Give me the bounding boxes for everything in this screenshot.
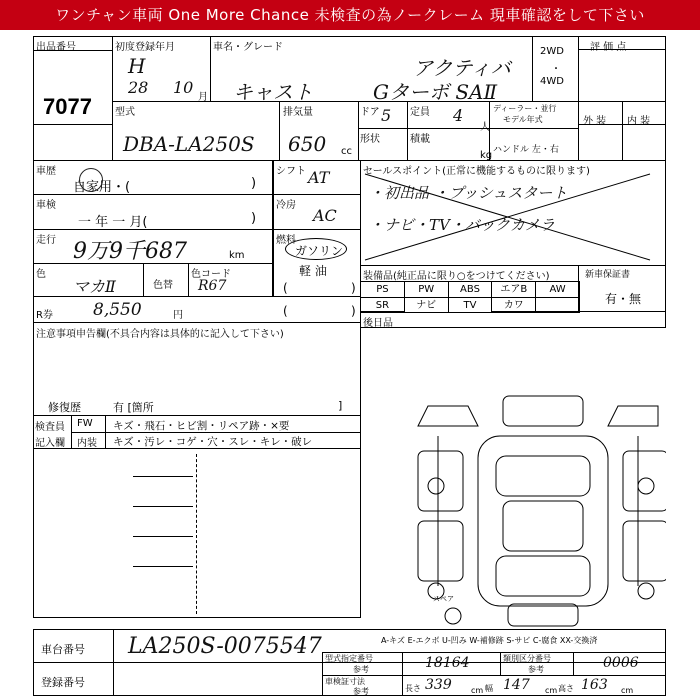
color-code: R67 [198, 278, 227, 294]
back-label: 後日品 [363, 318, 393, 329]
auction-sheet: 出品番号 7077 初度登録年月 H 28 10 月 車名・グレード アクティバ キャスト Gターボ SAⅡ 2WD ・ 4WD 評 価 点 型式 DBA-LA250S 排気量 650 cc ドア 5 定員 4 人 ディーラー・並行 モデル年式 形状 積載 kg ハンドル 左・右 外 装 内 装 車歴 自家用・( ) 車検 一 年 一 月( ) 走行 9万9千687 km 色 マカⅡ 色替 色コード R67 シフト AT 冷房 AC 燃料 ガソリン 軽 油 ( ) セールスポイント(正常に機能するものに限ります) ・初出品 ・プッシュスタート ・ナビ・TV・バックカメラ 装備品(純正品に限り○をつけてください) 新車保証書 有・無 R券 8,550 円 ( ) 注意事項申告欄(不具合内容は具体的に記入して下さい) 修復歴 有 [箇所 ] 後日品 検査員 記入欄 FW キズ・飛石・ヒビ割・リペア跡・×要 内装 キズ・汚レ・コゲ・穴・スレ・キレ・破レ スペア A-キズ E-エクボ U-凹み W-補修跡 S-サビ C-腐食 XX-交換済 車台番号 LA250S-0075547 登録番号 型式指定番号 参考 18164 類別区分番号 参考 0006 車検証寸法 参考 長さ 339 cm 幅 147 cm 高さ 163 cm PS PW ABS エアB AW SR ナビ TV カワ [33, 36, 666, 696]
length-value: 339 [425, 677, 452, 693]
equipment-item [535, 297, 580, 314]
handle-label: ハンドル 左・右 [493, 145, 559, 155]
doors-label: ドア [360, 107, 380, 118]
fuel-label: 燃料 [276, 235, 296, 246]
model: DBA-LA250S [123, 132, 255, 156]
load-label: 積載 [410, 134, 430, 145]
aircon-label: 冷房 [276, 200, 296, 211]
checker-label1: 検査員 [35, 422, 65, 433]
model-year-label: モデル年式 [503, 115, 543, 124]
model-label: 型式 [115, 107, 135, 118]
equipment-item: SR [360, 297, 405, 314]
equipment-item: ナビ [404, 297, 449, 314]
shift-value: AT [308, 168, 330, 187]
interior-label: 内 装 [627, 116, 651, 127]
shift-label: シフト [276, 166, 306, 177]
type-value: 18164 [425, 655, 470, 671]
damage-legend: A-キズ E-エクボ U-凹み W-補修跡 S-サビ C-腐食 XX-交換済 [381, 636, 598, 645]
chassis-label: 車台番号 [41, 643, 85, 656]
car-diagram [408, 376, 666, 631]
inspection-label: 車検 [36, 200, 56, 211]
reg-year: 28 [128, 78, 149, 97]
repair-value: 有 [箇所 [113, 401, 154, 414]
grade: Gターボ SAⅡ [373, 80, 498, 104]
history-label: 車歴 [36, 166, 56, 177]
reg-month: 10 [173, 78, 194, 97]
capacity: 4 [453, 106, 464, 125]
coupon-label: R券 [36, 310, 53, 321]
aircon-value: AC [313, 206, 337, 225]
doors: 5 [381, 106, 392, 125]
grade-top: アクティバ [413, 56, 511, 80]
mileage-value: 9万9千687 [73, 239, 187, 264]
equipment-item: TV [448, 297, 493, 314]
chassis-value: LA250S-0075547 [128, 634, 322, 659]
color-value: マカⅡ [73, 277, 116, 296]
displacement: 650 [288, 132, 327, 156]
inspection-value: 一 年 一 月( [78, 215, 148, 230]
equipment-item: AW [535, 281, 580, 298]
class-label: 類別区分番号 [503, 654, 551, 663]
sales-point-line1: ・初出品 ・プッシュスタート [369, 184, 568, 202]
shape-label: 形状 [360, 134, 380, 145]
capacity-label: 定員 [410, 107, 430, 118]
color-change-label: 色替 [153, 280, 173, 291]
cross-out-mark [360, 160, 666, 266]
registration-label: 登録番号 [41, 676, 85, 689]
drive-4wd: 4WD [540, 76, 564, 87]
lot-number: 7077 [43, 94, 92, 119]
color-label: 色 [36, 269, 46, 280]
car-name: キャスト [233, 80, 313, 104]
sales-point-label: セールスポイント(正常に機能するものに限ります) [363, 166, 590, 177]
exterior-label: 外 装 [583, 116, 607, 127]
interior-text: キズ・汚レ・コゲ・穴・スレ・キレ・破レ [113, 436, 313, 448]
new-car-label: 新車保証書 [585, 270, 631, 280]
fuel-diesel: 軽 油 [299, 264, 327, 278]
equipment-item: PS [360, 281, 405, 298]
mileage-label: 走行 [36, 235, 56, 246]
dims-label: 車検証寸法 [325, 677, 365, 686]
era: H [128, 54, 146, 78]
repair-label: 修復歴 [48, 401, 81, 414]
displacement-label: 排気量 [283, 107, 313, 118]
equipment-label: 装備品(純正品に限り○をつけてください) [363, 271, 550, 282]
warning-banner: ワンチャン車両 One More Chance 未検査の為ノークレーム 現車確認をして下さい [0, 0, 700, 30]
equipment-item: PW [404, 281, 449, 298]
equipment-item: エアB [491, 281, 536, 298]
first-reg-label: 初度登録年月 [115, 42, 175, 53]
equipment-item: ABS [448, 281, 493, 298]
class-value: 0006 [603, 655, 639, 671]
equipment-item: カワ [491, 297, 536, 314]
notes-label: 注意事項申告欄(不具合内容は具体的に記入して下さい) [36, 329, 284, 340]
history-value: 自家用・( [73, 180, 131, 195]
sales-point-line2: ・ナビ・TV・バックカメラ [369, 216, 555, 234]
name-label: 車名・グレード [213, 42, 283, 53]
height-value: 163 [581, 677, 608, 693]
new-car-value: 有・無 [605, 292, 642, 306]
coupon-value: 8,550 [93, 300, 142, 320]
checker-label2: 記入欄 [35, 438, 65, 449]
color-code-label: 色コード [191, 269, 231, 280]
fuel-gasoline: ガソリン [295, 244, 344, 258]
dealer-label: ディーラー・並行 [493, 104, 557, 113]
lot-label: 出品番号 [36, 42, 76, 53]
type-label: 型式指定番号 [325, 654, 373, 663]
width-value: 147 [503, 677, 530, 693]
drive-2wd: 2WD [540, 46, 564, 57]
score-label: 評 価 点 [590, 42, 627, 53]
fw-text: キズ・飛石・ヒビ割・リペア跡・×要 [113, 420, 290, 432]
spare-label: スペア [433, 595, 454, 603]
